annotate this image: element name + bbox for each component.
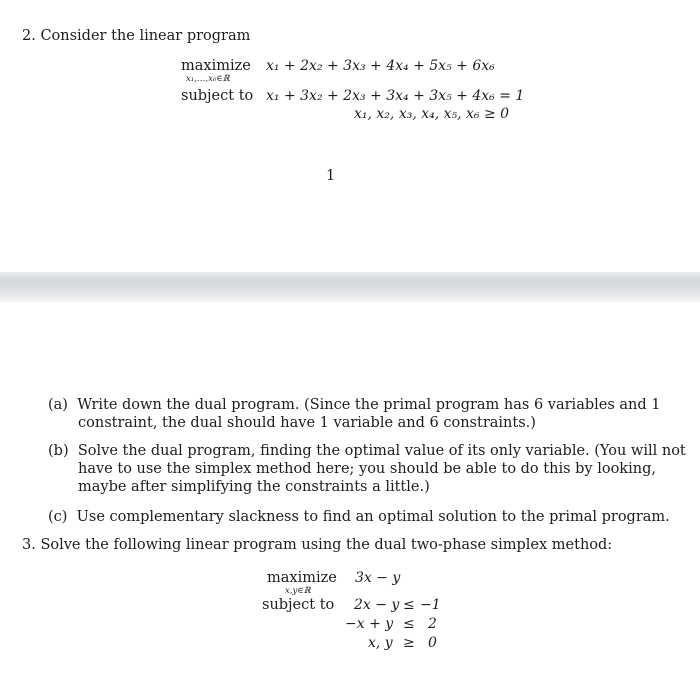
p3-constraint-3-rel: ≥	[403, 635, 415, 651]
p3-constraint-1-rhs: −1	[420, 597, 441, 613]
part-a-text: Write down the dual program. (Since the primal program has 6 variables and 1 constraint, the dual should have 1 variable and 6 constraints.)	[77, 397, 661, 431]
p3-constraint-1-lhs: 2x − y	[354, 597, 400, 613]
page-number: 1	[326, 168, 336, 184]
p3-maximize-label: maximize	[267, 570, 337, 586]
p3-constraint-2-rel: ≤	[403, 616, 415, 632]
problem-2-heading: 2. Consider the linear program	[22, 28, 251, 44]
p3-constraint-2-rhs: 2	[428, 616, 437, 632]
part-b-text: Solve the dual program, finding the optimal value of its only variable. (You will not have to use the simplex method here; you should be able to do this by looking, maybe after simplifying the constraints a little.)	[77, 443, 686, 495]
p3-constraint-3-lhs: x, y	[368, 635, 393, 651]
subject-to-label: subject to	[181, 88, 254, 104]
p3-constraint-2-lhs: −x + y	[345, 616, 394, 632]
p3-objective: 3x − y	[355, 570, 401, 586]
objective-function	[266, 58, 495, 74]
p3-constraint-3-rhs: 0	[428, 635, 437, 651]
part-c	[48, 508, 690, 526]
maximize-variables: x₁,…,x₆∈ℝ	[186, 74, 230, 84]
maximize-label: maximize	[181, 58, 251, 74]
page-separator	[0, 272, 700, 302]
part-b	[48, 442, 690, 496]
part-c-label: (c)	[48, 509, 68, 525]
page-top	[0, 0, 700, 272]
objective-text: x₁ + 2x₂ + 3x₃ + 4x₄ + 5x₅ + 6x₆	[266, 58, 495, 74]
part-b-label: (b)	[48, 443, 69, 459]
problem-3-heading: 3. Solve the following linear program using the dual two-phase simplex method:	[22, 537, 613, 553]
p3-constraint-1-rel: ≤	[403, 597, 415, 613]
nonnegativity-constraint: x₁, x₂, x₃, x₄, x₅, x₆ ≥ 0	[354, 106, 510, 122]
part-a	[48, 396, 690, 432]
part-c-text: Use complementary slackness to find an optimal solution to the primal program.	[76, 509, 670, 525]
p3-subject-to-label: subject to	[262, 597, 335, 613]
equality-constraint: x₁ + 3x₂ + 2x₃ + 3x₄ + 3x₅ + 4x₆ = 1	[266, 88, 525, 104]
part-a-label: (a)	[48, 397, 68, 413]
p3-maximize-variables: x,y∈ℝ	[285, 586, 311, 596]
